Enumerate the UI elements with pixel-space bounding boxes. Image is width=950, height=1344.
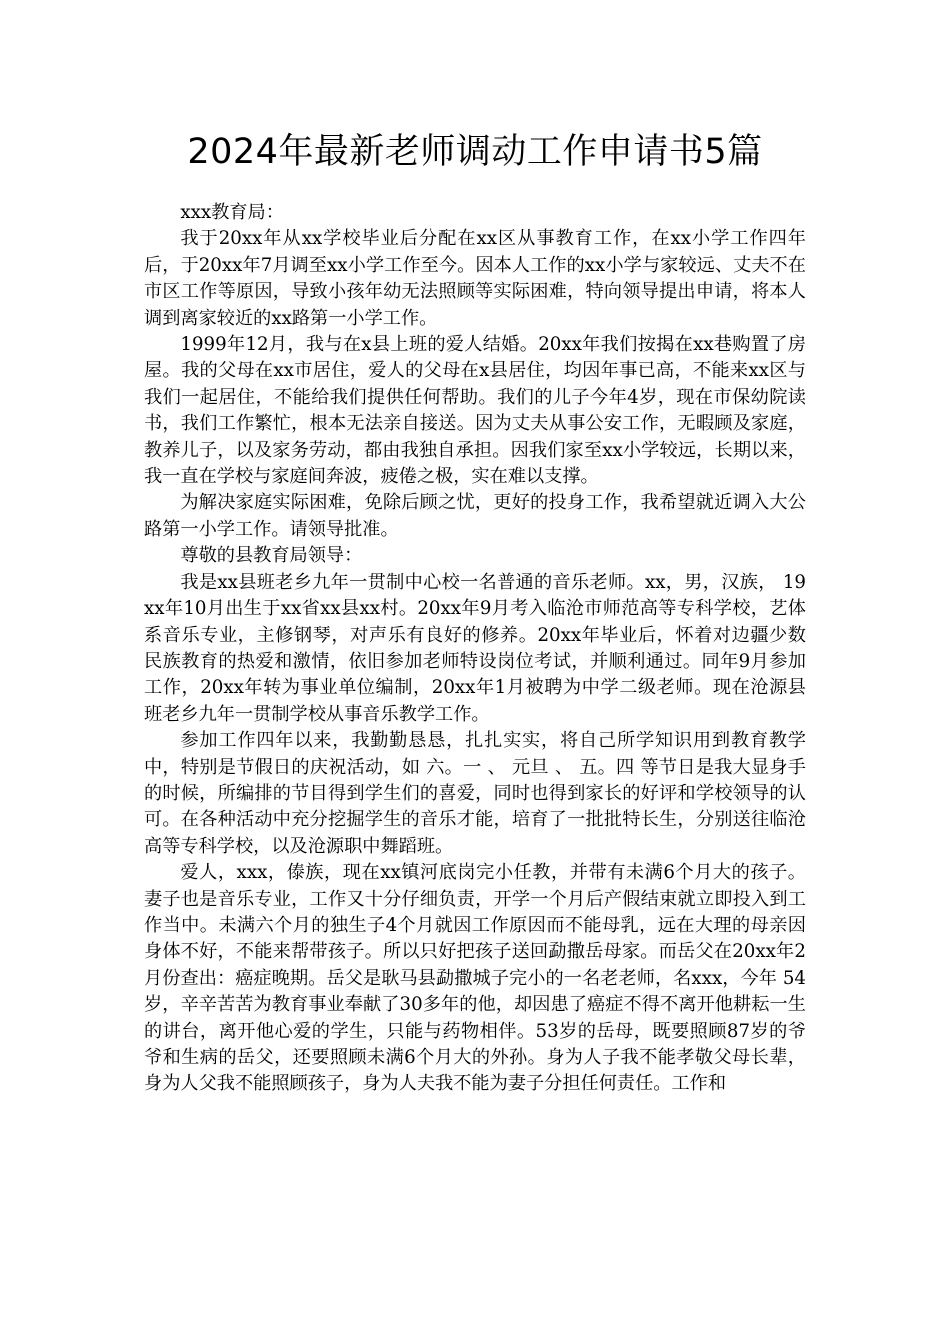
- document-body: [144, 200, 806, 1098]
- paragraph: 爱人，xxx，傣族，现在xx镇河底岗完小任教，并带有未满6个月大的孩子。妻子也是音乐专业，工作又十分仔细负责，开学一个月后产假结束就立即投入到工作当中。未满六个月的独生子4个月就因工作原因而不能母乳，远在大理的母亲因身体不好，不能来帮带孩子。所以只好把孩子送回勐撒岳母家。而岳父在20xx年2月份查出：癌症晚期。岳父是耿马县勐撒城子完小的一名老老师，名xxx，今年 54岁，辛辛苦苦为教育事业奉献了30多年的他，却因患了癌症不得不离开他耕耘一生的讲台，离开他心爱的学生，只能与药物相伴。53岁的岳母，既要照顾87岁的爷爷和生病的岳父，还要照顾未满6个月大的外孙。身为人子我不能孝敬父母长辈，身为人父我不能照顾孩子，身为人夫我不能为妻子分担任何责任。工作和: [144, 862, 806, 1095]
- salutation: xxx教育局：: [180, 202, 284, 223]
- paragraph: 我于20xx年从xx学校毕业后分配在xx区从事教育工作，在xx小学工作四年后，于20xx年7月调至xx小学工作至今。因本人工作的xx小学与家较远、丈夫不在市区工作等原因，导致小孩年幼无法照顾等实际困难，特向领导提出申请，将本人调到离家较近的xx路第一小学工作。: [144, 228, 806, 329]
- document-title: 2024年最新老师调动工作申请书5篇: [187, 132, 763, 172]
- salutation: 尊敬的县教育局领导：: [180, 545, 363, 567]
- paragraph: 1999年12月，我与在x县上班的爱人结婚。20xx年我们按揭在xx巷购置了房屋。我的父母在xx市居住，爱人的父母在x县居住，均因年事已高，不能来xx区与我们一起居住，不能给我们提供任何帮助。我们的儿子今年4岁，现在市保幼院读书，我们工作繁忙，根本无法亲自接送。因为丈夫从事公安工作，无暇顾及家庭，教养儿子，以及家务劳动，都由我独自承担。因我们家至xx小学较远，长期以来，我一直在学校与家庭间奔波，疲倦之极，实在难以支撑。: [144, 334, 806, 488]
- paragraph: 为解决家庭实际困难，免除后顾之忧，更好的投身工作，我希望就近调入大公路第一小学工作。请领导批准。: [144, 492, 806, 540]
- paragraph: 我是xx县班老乡九年一贯制中心校一名普通的音乐老师。xx，男，汉族， 19xx年10月出生于xx省xx县xx村。20xx年9月考入临沧市师范高等专科学校，艺体系音乐专业，主修钢琴，对声乐有良好的修养。20xx年毕业后，怀着对边疆少数民族教育的热爱和激情，依旧参加老师特设岗位考试，并顺利通过。同年9月参加工作，20xx年转为事业单位编制，20xx年1月被聘为中学二级老师。现在沧源县班老乡九年一贯制学校从事音乐教学工作。: [144, 571, 806, 725]
- paragraph: 参加工作四年以来，我勤勤恳恳，扎扎实实，将自己所学知识用到教育教学中，特别是节假日的庆祝活动，如 六。一 、 元旦 、 五。四 等节日是我大显身手的时候，所编排的节目得到学生们的喜爱，同时也得到家长的好评和学校领导的认可。在各种活动中充分挖掘学生的音乐才能，培育了一批批特长生，分别送往临沧高等专科学校，以及沧源职中舞蹈班。: [144, 730, 806, 857]
